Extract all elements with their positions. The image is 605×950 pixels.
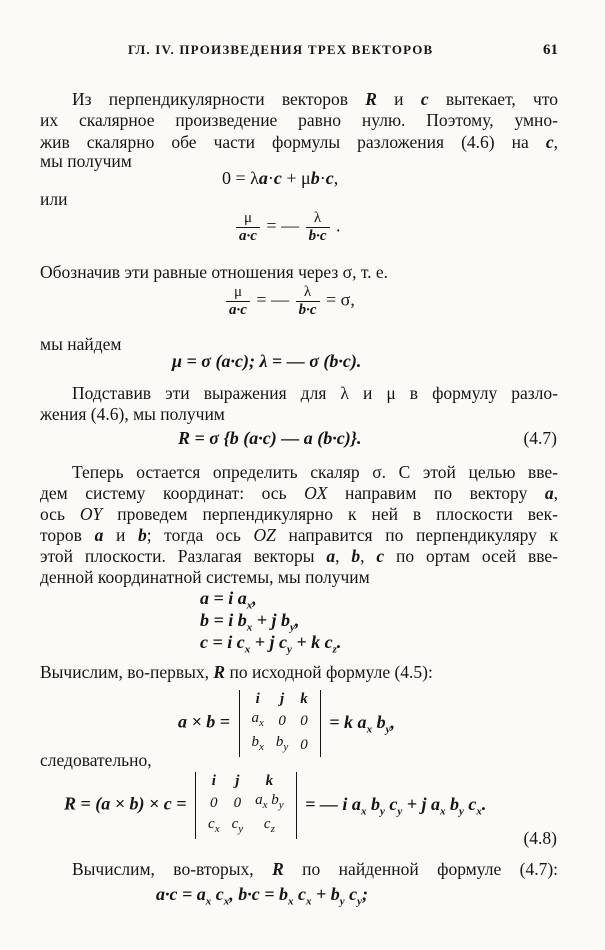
running-header bbox=[0, 42, 605, 62]
para1-line3: жив скалярно обе части формулы разложения (4.6) на c, bbox=[40, 132, 559, 152]
word-we-find: мы найдем bbox=[40, 334, 122, 354]
equation-8: R = (a × b) × c = i j k 0 0 $a_x$ $b_y$ $c_x$ $c_y$ $c_z$ = — i $a_x$ $b_y$ $c_y + j$ $a_x$ $b_y$ $c_x$. bbox=[64, 772, 486, 839]
equation-6-line3: c = i $c_x + j$ $c_y + k$ $c_z$. bbox=[200, 632, 342, 656]
equation-6-line2: b = i $b_x + j$ $b_y$, bbox=[200, 610, 300, 634]
equation-2: $\frac{\mu}{a\cdot c}$ = — $\frac{\lambda}{b\cdot c}$ . bbox=[234, 210, 341, 245]
para3-line1: Подставив эти выражения для λ и μ в формулу разло- bbox=[72, 383, 558, 403]
equation-3: $\frac{\mu}{a\cdot c}$ = — $\frac{\lambda}{b\cdot c}$ = σ, bbox=[224, 284, 355, 319]
determinant-2: i j k 0 0 $a_x$ $b_y$ $c_x$ $c_y$ $c_z$ bbox=[195, 772, 297, 839]
equation-5: R = σ {b (a·c) — a (b·c)}. bbox=[178, 428, 362, 448]
para6: Вычислим, во-вторых, R по найденной формуле (4.7): bbox=[72, 859, 559, 879]
word-or: или bbox=[40, 189, 68, 209]
para4-line1: Теперь остается определить скаляр σ. С этой целью вве- bbox=[72, 462, 558, 482]
para1-line1: Из перпендикулярности векторов R и c вытекает, что bbox=[72, 89, 559, 109]
para2: Обозначив эти равные отношения через σ, т. е. bbox=[40, 262, 389, 282]
equation-9: $a\cdot c = a_x$ $c_x$, $b\cdot c = b_x$ $c_x + b_y$ $c_y$; bbox=[156, 884, 369, 908]
chapter-title: ГЛ. IV. ПРОИЗВЕДЕНИЯ ТРЕХ ВЕКТОРОВ bbox=[128, 42, 434, 57]
para3-line2: жения (4.6), мы получим bbox=[40, 404, 225, 424]
determinant-1: i j k $a_x$ 0 0 $b_x$ $b_y$ 0 bbox=[239, 690, 321, 757]
equation-1: 0 = λa·c + μb·c, bbox=[222, 168, 339, 188]
word-consequently: следовательно, bbox=[40, 750, 152, 770]
para5: Вычислим, во-первых, R по исходной формуле (4.5): bbox=[40, 662, 433, 682]
para4-line4: торов a и b; тогда ось OZ направится по перпендикуляру к bbox=[40, 525, 559, 545]
para4-line6: денной координатной системы, мы получим bbox=[40, 567, 370, 587]
equation-5-number: (4.7) bbox=[523, 428, 557, 448]
page-number: 61 bbox=[543, 42, 558, 58]
para4-line2: дем систему координат: ось OX направим по вектору a, bbox=[40, 483, 558, 503]
equation-8-number: (4.8) bbox=[523, 828, 557, 848]
para1-line2: их скалярное произведение равно нулю. Поэтому, умно- bbox=[40, 110, 558, 130]
equation-7: a × b = i j k $a_x$ 0 0 $b_x$ $b_y$ 0 = k $a_x$ $b_y$, bbox=[178, 690, 395, 757]
equation-6-line1: a = i $a_x$, bbox=[200, 588, 257, 612]
para4-line3: ось OY проведем перпендикулярно к ней в плоскости век- bbox=[40, 504, 559, 524]
para1-line4: мы получим bbox=[40, 151, 132, 171]
equation-4: μ = σ (a·c); λ = — σ (b·c). bbox=[172, 351, 362, 371]
para4-line5: этой плоскости. Разлагая векторы a, b, c по ортам осей вве- bbox=[40, 546, 559, 566]
